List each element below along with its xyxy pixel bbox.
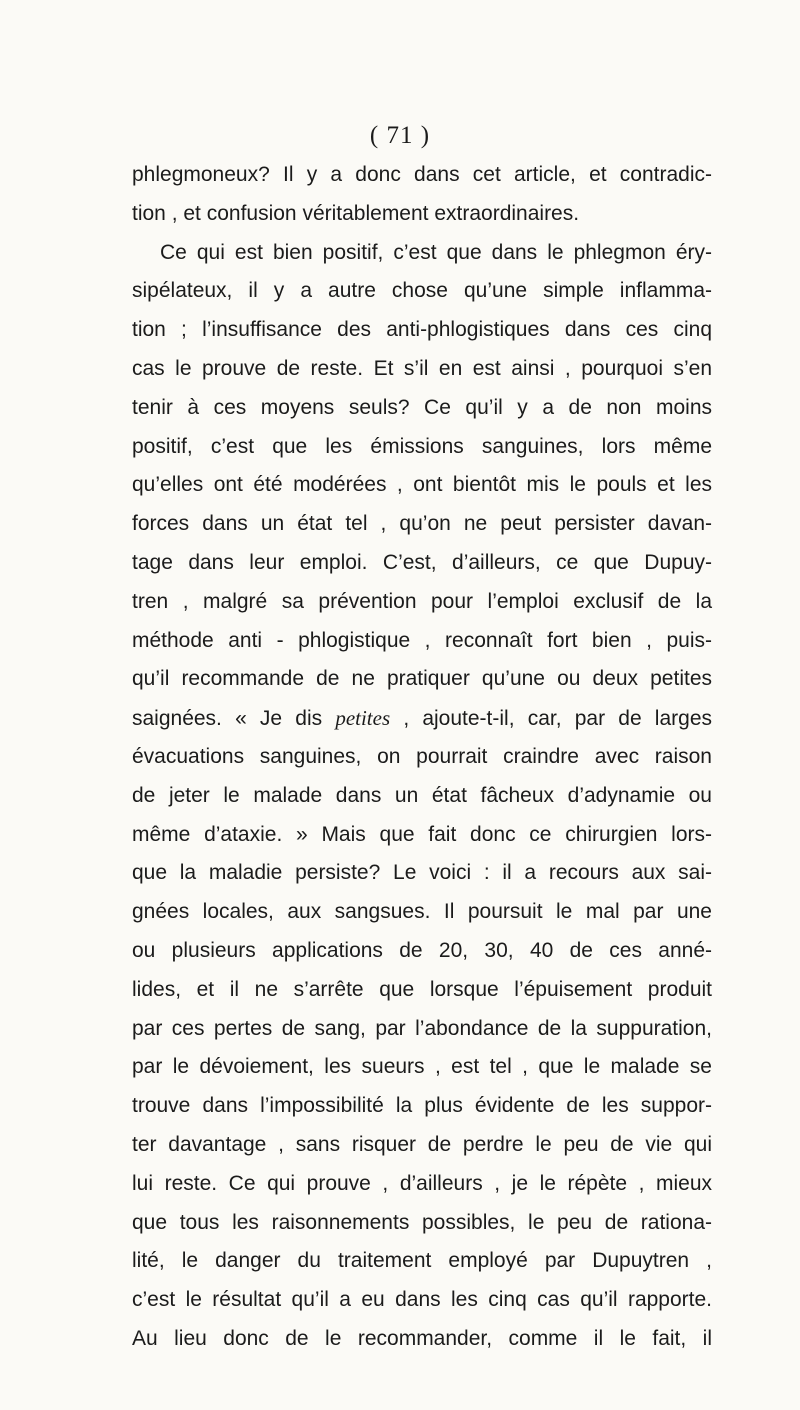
text-line: phlegmoneux? Il y a donc dans cet article, et contradic- <box>132 163 712 186</box>
body-text <box>132 156 712 1359</box>
text-line: évacuations sanguines, on pourrait craindre avec raison <box>132 744 712 768</box>
text-line: qu’elles ont été modérées , ont bientôt mis le pouls et les <box>132 473 712 497</box>
text-line: forces dans un état tel , qu’on ne peut persister davan- <box>132 512 712 536</box>
page-number: ( 71 ) <box>369 122 431 149</box>
text-line: Au lieu donc de le recommander, comme il le fait, il <box>132 1326 712 1350</box>
text-segment: , ajoute-t-il, car, par de larges <box>390 707 712 731</box>
text-line: tion ; l’insuffisance des anti-phlogistiques dans ces cinq <box>132 318 712 342</box>
text-line: qu’il recommande de ne pratiquer qu’une ou deux petites <box>132 667 712 691</box>
text-line: tren , malgré sa prévention pour l’emploi exclusif de la <box>132 589 712 613</box>
text-line: Ce qui est bien positif, c’est que dans le phlegmon éry- <box>160 240 712 264</box>
text-line: lui reste. Ce qui prouve , d’ailleurs , je le répète , mieux <box>132 1171 712 1195</box>
text-line: méthode anti - phlogistique , reconnaît fort bien , puis- <box>132 628 712 652</box>
text-line: ter davantage , sans risquer de perdre le peu de vie qui <box>132 1132 712 1156</box>
text-line: trouve dans l’impossibilité la plus évidente de les suppor- <box>132 1094 712 1118</box>
text-line: par le dévoiement, les sueurs , est tel , que le malade se <box>132 1055 712 1079</box>
text-line: cas le prouve de reste. Et s’il en est ainsi , pourquoi s’en <box>132 356 712 380</box>
text-line: lides, et il ne s’arrête que lorsque l’épuisement produit <box>132 977 712 1001</box>
italic-word: petites <box>335 706 391 731</box>
text-line: c’est le résultat qu’il a eu dans les cinq cas qu’il rapporte. <box>132 1288 712 1312</box>
text-line: que tous les raisonnements possibles, le peu de rationa- <box>132 1210 712 1234</box>
text-line: tion , et confusion véritablement extraordinaires. <box>132 201 580 225</box>
text-line: tenir à ces moyens seuls? Ce qu’il y a de non moins <box>132 395 712 419</box>
text-line: même d’ataxie. » Mais que fait donc ce chirurgien lors- <box>132 822 712 846</box>
text-segment: saignées. « Je dis <box>132 707 336 731</box>
text-line: par ces pertes de sang, par l’abondance de la suppuration, <box>132 1016 712 1040</box>
text-line: de jeter le malade dans un état fâcheux d’adynamie ou <box>132 783 712 807</box>
text-line: gnées locales, aux sangsues. Il poursuit le mal par une <box>132 900 712 924</box>
text-line: que la maladie persiste? Le voici : il a recours aux sai- <box>132 861 712 885</box>
text-line: tage dans leur emploi. C’est, d’ailleurs, ce que Dupuy- <box>132 550 712 574</box>
text-line: ou plusieurs applications de 20, 30, 40 de ces anné- <box>132 938 712 962</box>
text-line-with-italic <box>132 699 712 738</box>
text-line: sipélateux, il y a autre chose qu’une simple inflamma- <box>132 279 712 303</box>
text-line: positif, c’est que les émissions sanguines, lors même <box>132 434 712 458</box>
text-line: lité, le danger du traitement employé par Dupuytren , <box>132 1249 712 1273</box>
